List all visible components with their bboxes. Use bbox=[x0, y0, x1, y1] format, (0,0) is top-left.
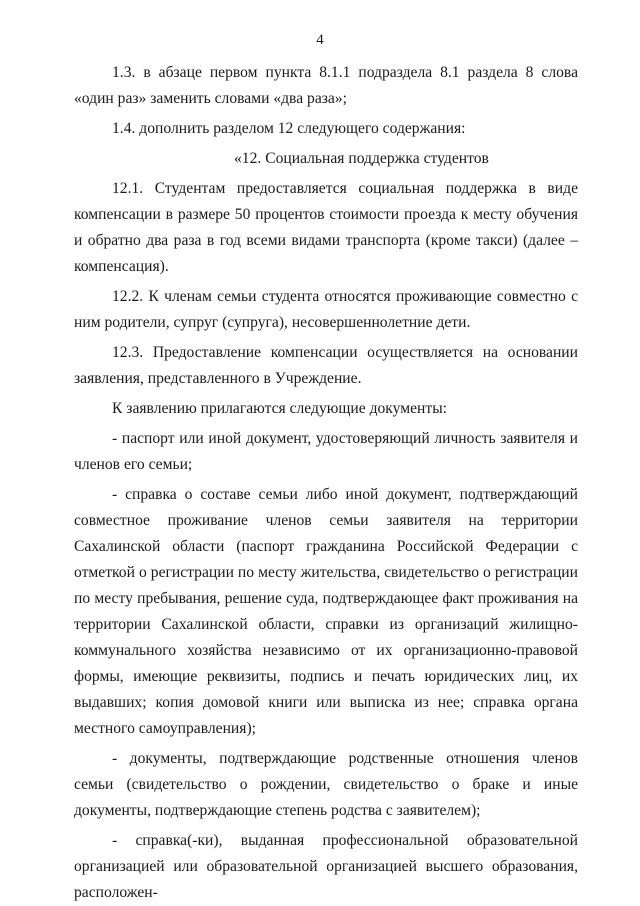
paragraph-1-3: 1.3. в абзаце первом пункта 8.1.1 подраздела 8.1 раздела 8 слова «один раз» заменить словами «два раза»; bbox=[74, 64, 578, 107]
page-number: 4 bbox=[316, 32, 324, 48]
list-item-education-certificate: - справка(-ки), выданная профессиональной образовательной организацией или образовательной организацией высшего образования, расположен- bbox=[74, 832, 578, 901]
paragraph-12-3: 12.3. Предоставление компенсации осуществляется на основании заявления, представленного в Учреждение. bbox=[74, 344, 578, 387]
section-12-heading: «12. Социальная поддержка студентов bbox=[234, 150, 489, 167]
list-item-family-certificate: - справка о составе семьи либо иной документ, подтверждающий совместное проживание членов семьи заявителя на территории Сахалинской области (паспорт гражданина Российской Федерации с отметкой о регистрации по месту жительства, свидетельство о регистрации по месту пребывания, решение суда, подтверждающее факт проживания на территории Сахалинской области, справки из организаций жилищно-коммунального хозяйства независимо от их организационно-правовой формы, имеющие реквизиты, подпись и печать юридических лиц, их выдавших; копия домовой книги или выписка из нее; справка органа местного самоуправления); bbox=[74, 486, 578, 737]
paragraph-12-2: 12.2. К членам семьи студента относятся проживающие совместно с ним родители, супруг (супруга), несовершеннолетние дети. bbox=[74, 288, 578, 331]
paragraph-1-4: 1.4. дополнить разделом 12 следующего содержания: bbox=[112, 120, 466, 137]
documents-intro: К заявлению прилагаются следующие документы: bbox=[112, 400, 448, 417]
list-item-kinship-documents: - документы, подтверждающие родственные отношения членов семьи (свидетельство о рождении, свидетельство о браке и иные документы, подтверждающие степень родства с заявителем); bbox=[74, 750, 578, 819]
list-item-passport: - паспорт или иной документ, удостоверяющий личность заявителя и членов его семьи; bbox=[74, 430, 578, 473]
paragraph-12-1: 12.1. Студентам предоставляется социальная поддержка в виде компенсации в размере 50 процентов стоимости проезда к месту обучения и обратно два раза в год всеми видами транспорта (кроме такси) (далее – компенсация). bbox=[74, 180, 578, 275]
document-body bbox=[74, 60, 578, 906]
